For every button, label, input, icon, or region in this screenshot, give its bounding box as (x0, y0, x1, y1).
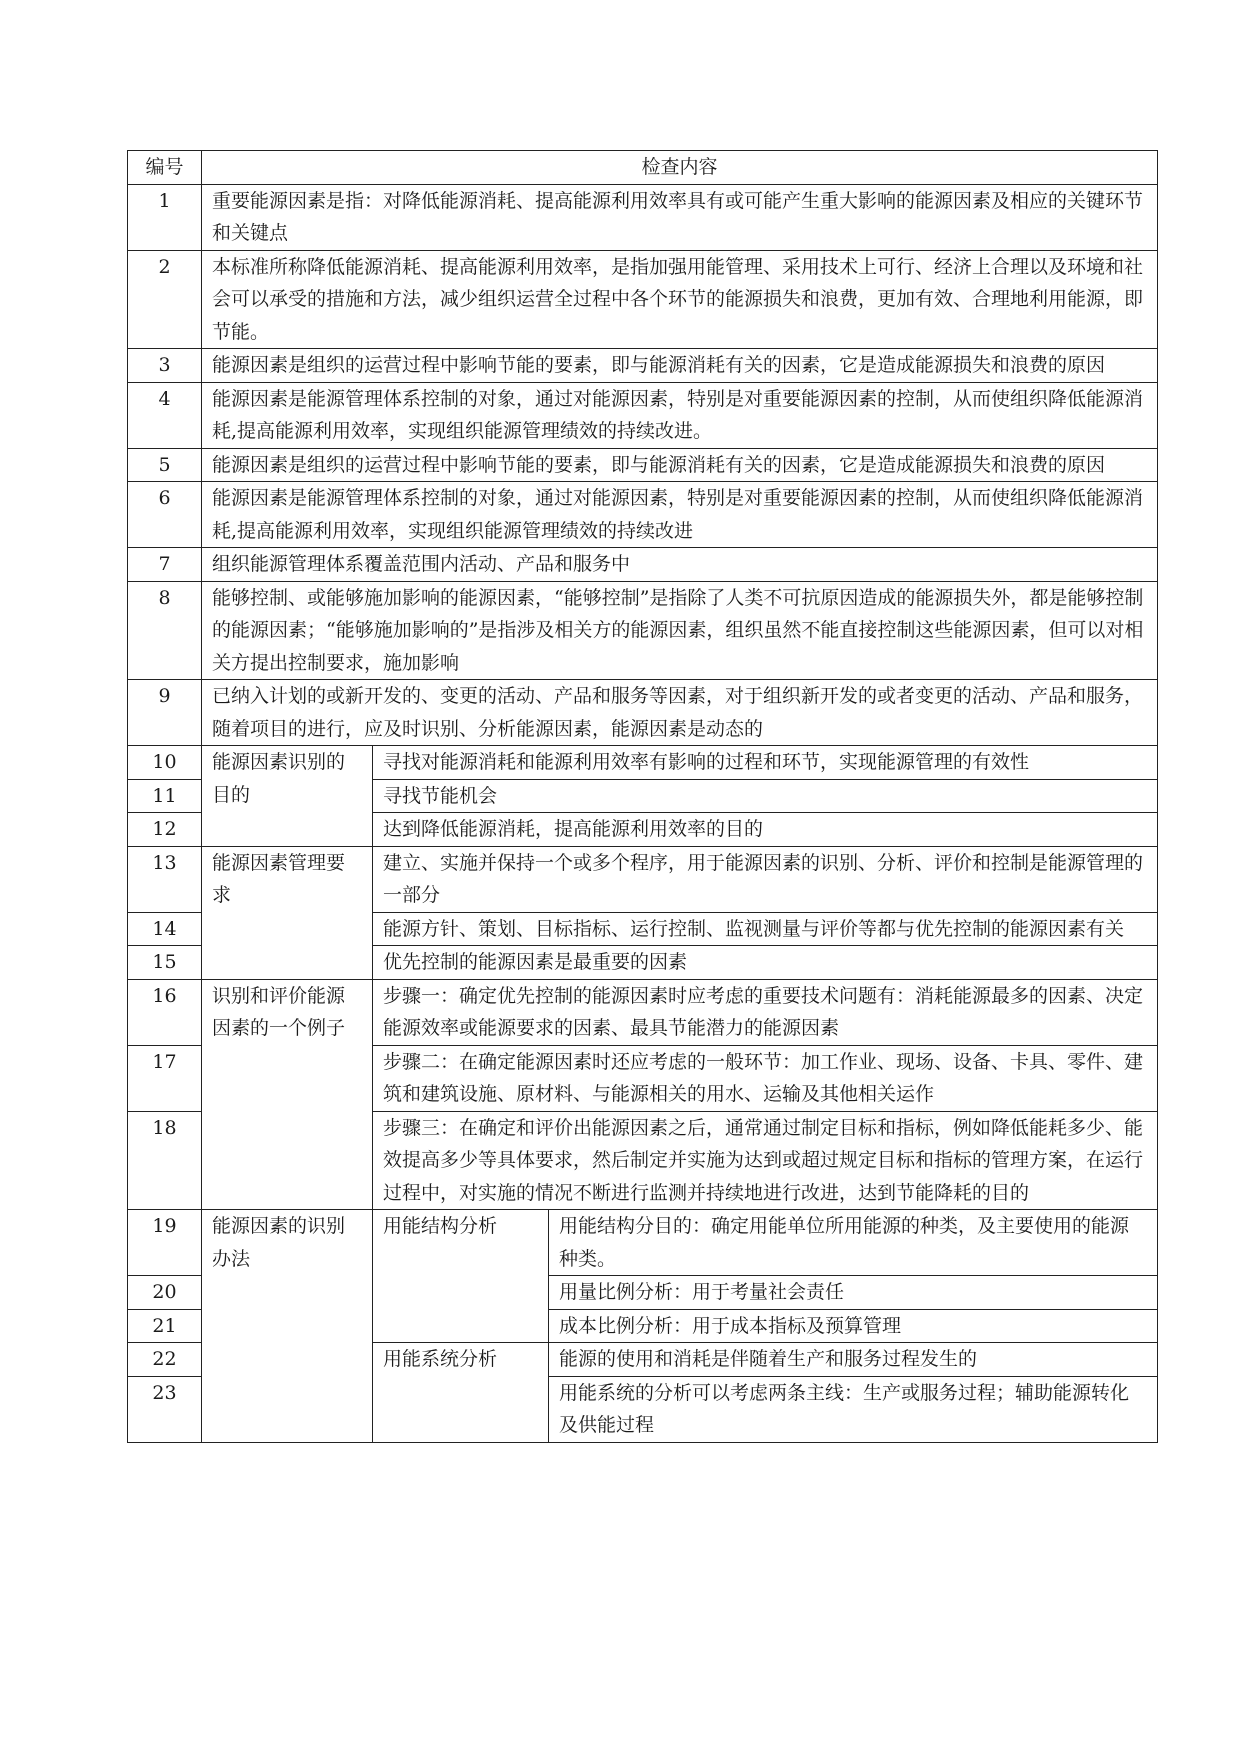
table-row (128, 680, 1158, 746)
row-text: 能源因素是组织的运营过程中影响节能的要素，即与能源消耗有关的因素，它是造成能源损失和浪费的原因 (202, 448, 1158, 482)
row-text: 步骤二：在确定能源因素时还应考虑的一般环节：加工作业、现场、设备、卡具、零件、建筑和建筑设施、原材料、与能源相关的用水、运输及其他相关运作 (373, 1045, 1158, 1111)
row-text: 用能结构分目的：确定用能单位所用能源的种类，及主要使用的能源种类。 (549, 1210, 1158, 1276)
row-text: 建立、实施并保持一个或多个程序，用于能源因素的识别、分析、评价和控制是能源管理的一部分 (373, 846, 1158, 912)
row-number: 10 (128, 746, 202, 780)
table-row (128, 746, 1158, 780)
row-text: 能源方针、策划、目标指标、运行控制、监视测量与评价等都与优先控制的能源因素有关 (373, 912, 1158, 946)
row-text: 能源因素是能源管理体系控制的对象，通过对能源因素，特别是对重要能源因素的控制，从而使组织降低能源消耗,提高能源利用效率，实现组织能源管理绩效的持续改进 (202, 482, 1158, 548)
group-label: 能源因素识别的目的 (202, 746, 373, 847)
row-text: 能源因素是能源管理体系控制的对象，通过对能源因素，特别是对重要能源因素的控制，从而使组织降低能源消耗,提高能源利用效率，实现组织能源管理绩效的持续改进。 (202, 382, 1158, 448)
row-number: 12 (128, 813, 202, 847)
row-number: 2 (128, 250, 202, 349)
table-row (128, 482, 1158, 548)
table-header-row (128, 151, 1158, 185)
group-label: 能源因素的识别办法 (202, 1210, 373, 1443)
row-number: 11 (128, 779, 202, 813)
table-row (128, 846, 1158, 912)
row-number: 6 (128, 482, 202, 548)
table-row (128, 382, 1158, 448)
row-number: 1 (128, 184, 202, 250)
row-number: 4 (128, 382, 202, 448)
inspection-table (127, 150, 1158, 1443)
row-number: 15 (128, 946, 202, 980)
table-row (128, 1210, 1158, 1276)
row-number: 16 (128, 979, 202, 1045)
table-row (128, 581, 1158, 680)
row-text: 成本比例分析：用于成本指标及预算管理 (549, 1309, 1158, 1343)
row-text: 优先控制的能源因素是最重要的因素 (373, 946, 1158, 980)
row-number: 22 (128, 1343, 202, 1377)
table-row (128, 184, 1158, 250)
row-number: 19 (128, 1210, 202, 1276)
group-label: 能源因素管理要求 (202, 846, 373, 979)
row-text: 寻找节能机会 (373, 779, 1158, 813)
row-text: 达到降低能源消耗，提高能源利用效率的目的 (373, 813, 1158, 847)
row-number: 21 (128, 1309, 202, 1343)
row-text: 已纳入计划的或新开发的、变更的活动、产品和服务等因素，对于组织新开发的或者变更的活动、产品和服务，随着项目的进行，应及时识别、分析能源因素，能源因素是动态的 (202, 680, 1158, 746)
row-number: 5 (128, 448, 202, 482)
row-text: 能源因素是组织的运营过程中影响节能的要素，即与能源消耗有关的因素，它是造成能源损失和浪费的原因 (202, 349, 1158, 383)
row-text: 重要能源因素是指：对降低能源消耗、提高能源利用效率具有或可能产生重大影响的能源因素及相应的关键环节和关键点 (202, 184, 1158, 250)
row-text: 用量比例分析：用于考量社会责任 (549, 1276, 1158, 1310)
row-text: 寻找对能源消耗和能源利用效率有影响的过程和环节，实现能源管理的有效性 (373, 746, 1158, 780)
row-number: 9 (128, 680, 202, 746)
group-label: 识别和评价能源因素的一个例子 (202, 979, 373, 1210)
subgroup-label: 用能结构分析 (373, 1210, 549, 1343)
row-text: 用能系统的分析可以考虑两条主线：生产或服务过程；辅助能源转化及供能过程 (549, 1376, 1158, 1442)
table-row (128, 250, 1158, 349)
row-text: 组织能源管理体系覆盖范围内活动、产品和服务中 (202, 548, 1158, 582)
table-row (128, 548, 1158, 582)
row-number: 18 (128, 1111, 202, 1210)
row-number: 17 (128, 1045, 202, 1111)
row-number: 13 (128, 846, 202, 912)
row-text: 步骤三：在确定和评价出能源因素之后，通常通过制定目标和指标，例如降低能耗多少、能效提高多少等具体要求，然后制定并实施为达到或超过规定目标和指标的管理方案，在运行过程中，对实施的情况不断进行监测并持续地进行改进，达到节能降耗的目的 (373, 1111, 1158, 1210)
row-text: 本标准所称降低能源消耗、提高能源利用效率，是指加强用能管理、采用技术上可行、经济上合理以及环境和社会可以承受的措施和方法，减少组织运营全过程中各个环节的能源损失和浪费，更加有效、合理地利用能源，即节能。 (202, 250, 1158, 349)
row-number: 3 (128, 349, 202, 383)
table-row (128, 979, 1158, 1045)
row-number: 7 (128, 548, 202, 582)
table-row (128, 349, 1158, 383)
row-text: 能源的使用和消耗是伴随着生产和服务过程发生的 (549, 1343, 1158, 1377)
row-text: 步骤一：确定优先控制的能源因素时应考虑的重要技术问题有：消耗能源最多的因素、决定能源效率或能源要求的因素、最具节能潜力的能源因素 (373, 979, 1158, 1045)
header-number: 编号 (128, 151, 202, 185)
row-number: 20 (128, 1276, 202, 1310)
row-number: 14 (128, 912, 202, 946)
row-number: 23 (128, 1376, 202, 1442)
row-number: 8 (128, 581, 202, 680)
header-content: 检查内容 (202, 151, 1158, 185)
table-row (128, 448, 1158, 482)
row-text: 能够控制、或能够施加影响的能源因素，“能够控制”是指除了人类不可抗原因造成的能源损失外，都是能够控制的能源因素；“能够施加影响的”是指涉及相关方的能源因素，组织虽然不能直接控制这些能源因素，但可以对相关方提出控制要求，施加影响 (202, 581, 1158, 680)
subgroup-label: 用能系统分析 (373, 1343, 549, 1443)
